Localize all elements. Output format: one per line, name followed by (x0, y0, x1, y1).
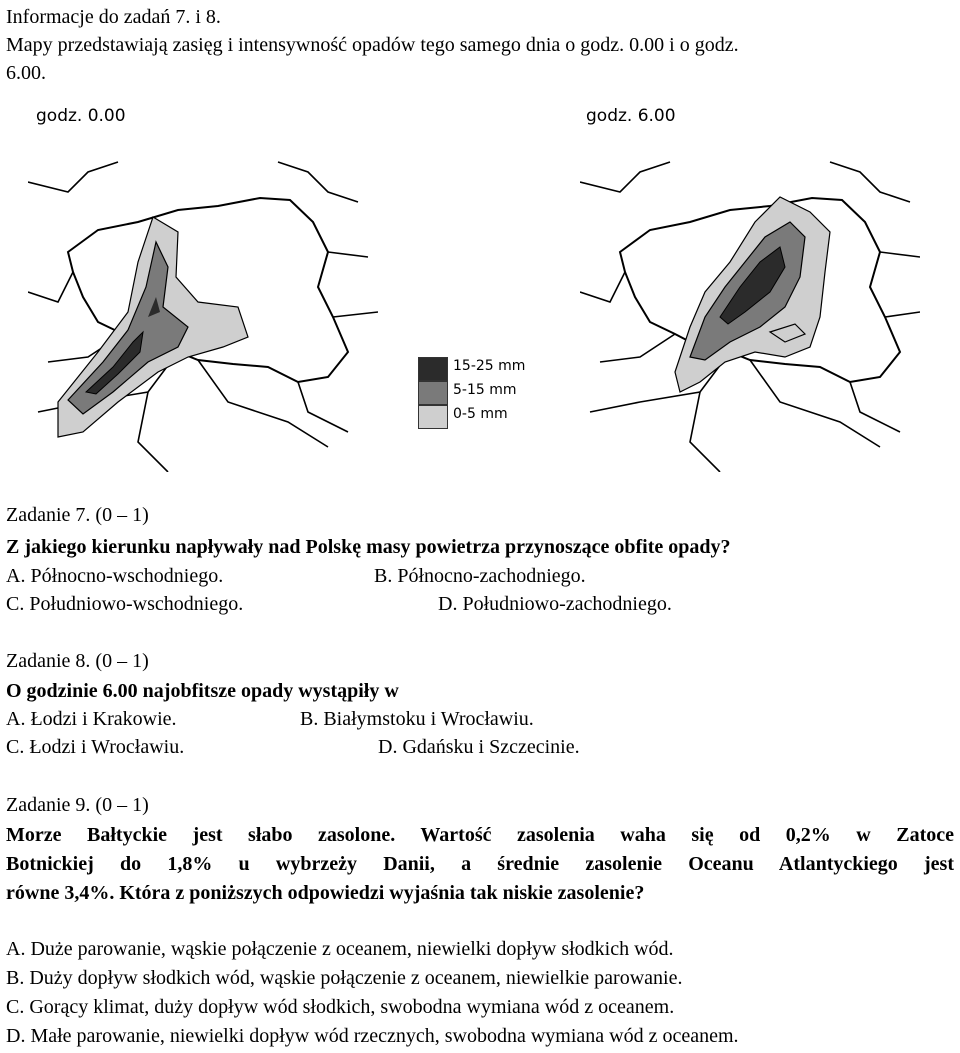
task8-question: O godzinie 6.00 najobfitsze opady wystąpiły w (6, 680, 399, 702)
legend-item (415, 357, 575, 381)
legend-item (415, 405, 575, 429)
map-legend (415, 357, 575, 429)
precipitation-map-0000 (28, 102, 378, 472)
task7-option-a: A. Północno-wschodniego. (6, 565, 224, 587)
task7-question: Z jakiego kierunku napływały nad Polskę masy powietrza przynoszące obfite opady? (6, 536, 731, 558)
task8-option-b: B. Białymstoku i Wrocławiu. (300, 708, 534, 730)
legend-swatch (418, 357, 448, 381)
task7-option-d: D. Południowo-zachodniego. (438, 593, 672, 615)
task7-option-b: B. Północno-zachodniego. (374, 565, 586, 587)
task8-option-a: A. Łodzi i Krakowie. (6, 708, 177, 730)
task7-title: Zadanie 7. (0 – 1) (6, 504, 149, 526)
legend-item (415, 381, 575, 405)
map-time-label: godz. 6.00 (586, 106, 676, 126)
task8-option-d: D. Gdańsku i Szczecinie. (378, 736, 580, 758)
task9-option-d: D. Małe parowanie, niewielki dopływ wód rzecznych, swobodna wymiana wód z oceanem. (6, 1025, 739, 1047)
task9-option-a: A. Duże parowanie, wąskie połączenie z oceanem, niewielki dopływ słodkich wód. (6, 938, 674, 960)
task8-title: Zadanie 8. (0 – 1) (6, 650, 149, 672)
task9-question-line: Morze Bałtyckie jest słabo zasolone. Wartość zasolenia waha się od 0,2% w Zatoce (6, 824, 954, 846)
intro-heading: Informacje do zadań 7. i 8. (6, 6, 221, 28)
legend-label: 0-5 mm (453, 406, 508, 422)
task7-option-c: C. Południowo-wschodniego. (6, 593, 244, 615)
intro-text-line: Mapy przedstawiają zasięg i intensywność opadów tego samego dnia o godz. 0.00 i o godz. (6, 34, 739, 56)
task9-option-c: C. Gorący klimat, duży dopływ wód słodkich, swobodna wymiana wód z oceanem. (6, 996, 675, 1018)
task8-option-c: C. Łodzi i Wrocławiu. (6, 736, 185, 758)
task9-title: Zadanie 9. (0 – 1) (6, 794, 149, 816)
legend-label: 5-15 mm (453, 382, 517, 398)
task9-question-line: Botnickiej do 1,8% u wybrzeży Danii, a średnie zasolenie Oceanu Atlantyckiego jest (6, 853, 954, 875)
task9-option-b: B. Duży dopływ słodkich wód, wąskie połączenie z oceanem, niewielkie parowanie. (6, 967, 683, 989)
legend-swatch (418, 405, 448, 429)
map-time-label: godz. 0.00 (36, 106, 126, 126)
task9-question-line: równe 3,4%. Która z poniższych odpowiedzi wyjaśnia tak niskie zasolenie? (6, 882, 645, 904)
intro-text-line: 6.00. (6, 62, 46, 84)
legend-swatch (418, 381, 448, 405)
map-graphic (580, 102, 920, 472)
precipitation-map-0600 (580, 102, 920, 472)
legend-label: 15-25 mm (453, 358, 526, 374)
map-graphic (28, 102, 378, 472)
